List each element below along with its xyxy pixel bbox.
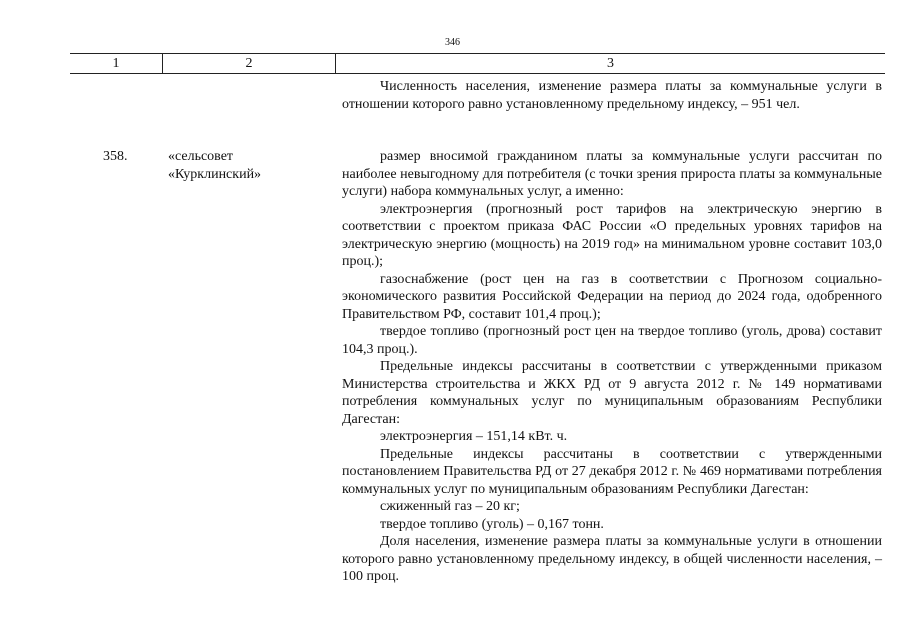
paragraph: электроэнергия (прогнозный рост тарифов на электрическую энергию в соответствии с проектом приказа ФАС России «О предельных уровнях тарифов на электрическую энергию (мощность) на 2019 год» на минимальном уровне составит 103,0 проц.); xyxy=(342,201,882,269)
paragraph: газоснабжение (рост цен на газ в соответствии с Прогнозом социально-экономического развития Российской Федерации на период до 2024 года, одобренного Правительством РФ, составит 101,4 проц.); xyxy=(342,271,882,322)
paragraph: сжиженный газ – 20 кг; xyxy=(380,499,520,514)
page-number: 346 xyxy=(445,37,460,48)
paragraph: Предельные индексы рассчитаны в соответствии с утвержденными постановлением Правительства РД от 27 декабря 2012 г. № 469 нормативами потребления коммунальных услуг по муниципальным образованиям Республики Дагестан: xyxy=(342,446,882,497)
row-number: 358. xyxy=(103,149,128,164)
continuation-text xyxy=(342,78,882,113)
entry-description xyxy=(342,148,882,586)
column-header-1: 1 xyxy=(70,54,163,73)
paragraph: размер вносимой гражданином платы за коммунальные услуги рассчитан по наиболее невыгодному для потребителя (с точки зрения прироста платы за коммунальные услуги) набора коммунальных услуг, а именно: xyxy=(342,149,882,199)
continuation-paragraph: Численность населения, изменение размера платы за коммунальные услуги в отношении которого равно установленному предельному индексу, – 951 чел. xyxy=(342,79,882,112)
paragraph: твердое топливо (прогнозный рост цен на твердое топливо (уголь, дрова) составит 104,3 проц.). xyxy=(342,324,882,357)
organization-name xyxy=(168,148,328,183)
paragraph: Предельные индексы рассчитаны в соответствии с утвержденными приказом Министерства строительства и ЖКХ РД от 9 августа 2012 г. № 149 нормативами потребления коммунальных услуг по муниципальным образованиям Республики Дагестан: xyxy=(342,359,882,427)
column-header-3: 3 xyxy=(607,55,614,71)
paragraph: Доля населения, изменение размера платы за коммунальные услуги в отношении которого равно установленному предельному индексу, в общей численности населения, – 100 проц. xyxy=(342,534,882,584)
paragraph: электроэнергия – 151,14 кВт. ч. xyxy=(380,429,568,444)
column-header-row xyxy=(70,53,885,74)
organization-name-line-2: «Курклинский» xyxy=(168,166,262,182)
organization-name-line-1: «сельсовет xyxy=(168,149,234,164)
paragraph: твердое топливо (уголь) – 0,167 тонн. xyxy=(380,516,604,532)
column-header-2: 2 xyxy=(163,54,336,73)
